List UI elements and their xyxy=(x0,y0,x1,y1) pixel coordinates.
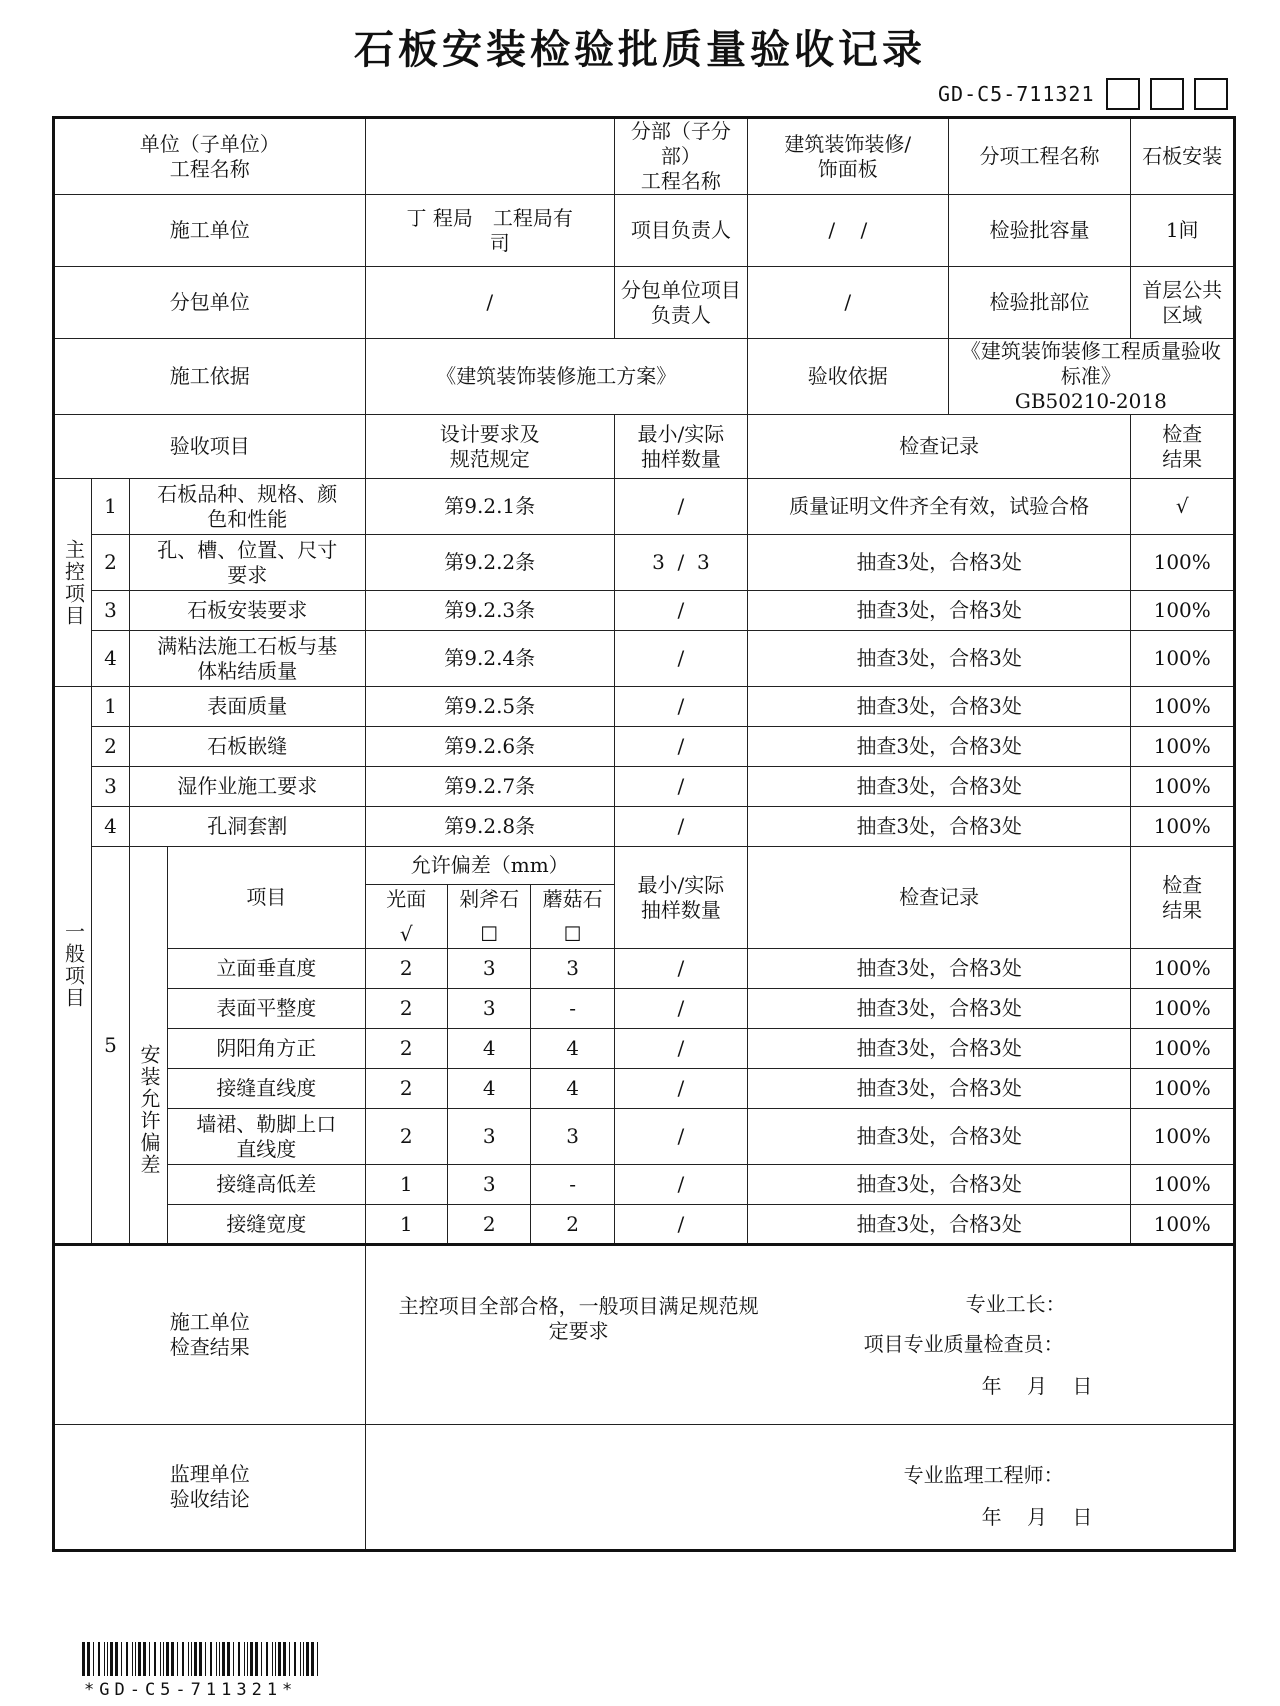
item-sample[interactable]: / xyxy=(614,687,747,727)
general-label: 一般项目 xyxy=(54,687,92,1245)
item-sample[interactable]: / xyxy=(614,989,747,1029)
item-name: 满粘法施工石板与基 体粘结质量 xyxy=(130,631,366,687)
barcode-bar xyxy=(244,1642,245,1676)
deviation-item-name: 接缝高低差 xyxy=(168,1165,366,1205)
item-no: 1 xyxy=(92,479,130,535)
item-name: 湿作业施工要求 xyxy=(130,767,366,807)
batch-location-label: 检验批部位 xyxy=(948,267,1131,339)
deviation-value: 2 xyxy=(365,1029,447,1069)
basis-label: 施工依据 xyxy=(54,339,366,415)
barcode-bar xyxy=(82,1642,85,1676)
item-no: 3 xyxy=(92,767,130,807)
item-result[interactable]: √ xyxy=(1131,479,1235,535)
deviation-value: 2 xyxy=(365,989,447,1029)
item-sample[interactable]: / xyxy=(614,631,747,687)
supervision-area[interactable] xyxy=(365,1425,1234,1551)
deviation-item-name: 接缝直线度 xyxy=(168,1069,366,1109)
barcode-bar xyxy=(160,1642,161,1676)
code-box-1[interactable] xyxy=(1106,78,1140,110)
barcode-bar xyxy=(154,1642,156,1676)
item-result[interactable]: 100% xyxy=(1131,1109,1235,1165)
item-record[interactable]: 抽查3处，合格3处 xyxy=(747,591,1130,631)
barcode-bar xyxy=(143,1642,146,1676)
table-row xyxy=(54,727,1235,767)
finish-type-label: 光面 xyxy=(386,886,427,911)
allowed-deviation-header: 允许偏差（mm） xyxy=(365,847,614,885)
item-sample[interactable]: / xyxy=(614,767,747,807)
barcode-bar xyxy=(110,1642,113,1676)
deviation-value: 3 xyxy=(531,1109,614,1165)
barcode-bar xyxy=(177,1642,178,1676)
barcode-bar xyxy=(98,1642,100,1676)
item-result[interactable]: 100% xyxy=(1131,989,1235,1029)
barcode-bar xyxy=(272,1642,273,1676)
foreman-label: 专业工长： xyxy=(965,1292,1066,1316)
finish-type-2 xyxy=(447,885,530,949)
item-result[interactable]: 100% xyxy=(1131,631,1235,687)
deviation-item-name: 阴阳角方正 xyxy=(168,1029,366,1069)
item-result[interactable]: 100% xyxy=(1131,1029,1235,1069)
barcode-bar xyxy=(163,1642,164,1676)
barcode-bar xyxy=(210,1642,212,1676)
batch-location-value[interactable]: 首层公共区域 xyxy=(1131,267,1235,339)
col-record-header: 检查记录 xyxy=(747,415,1130,479)
item-no: 1 xyxy=(92,687,130,727)
item-record[interactable]: 抽查3处，合格3处 xyxy=(747,687,1130,727)
barcode-bar xyxy=(115,1642,118,1676)
deviation-value: 4 xyxy=(447,1069,530,1109)
barcode-text: *GD-C5-711321* xyxy=(84,1680,298,1700)
sub-manager-label: 分包单位项目 负责人 xyxy=(614,267,747,339)
unit-name-value[interactable] xyxy=(365,118,614,195)
table-row xyxy=(54,1425,1235,1551)
basis-value[interactable]: 《建筑装饰装修施工方案》 xyxy=(365,339,747,415)
barcode-bar xyxy=(311,1642,314,1676)
deviation-item-header: 项目 xyxy=(168,847,366,949)
item-result[interactable]: 100% xyxy=(1131,767,1235,807)
construction-check-area[interactable] xyxy=(365,1245,1234,1425)
subcontractor-value[interactable]: / xyxy=(365,267,614,339)
code-box-3[interactable] xyxy=(1194,78,1228,110)
col-result-header: 检查 结果 xyxy=(1131,847,1235,949)
item-name: 孔洞套割 xyxy=(130,807,366,847)
item-requirement: 第9.2.7条 xyxy=(365,767,614,807)
table-row xyxy=(54,1245,1235,1425)
deviation-value: 4 xyxy=(531,1069,614,1109)
table-row xyxy=(54,591,1235,631)
subcontractor-label: 分包单位 xyxy=(54,267,366,339)
barcode-bar xyxy=(171,1642,174,1676)
barcode-icon xyxy=(82,1642,322,1676)
barcode-bar xyxy=(104,1642,105,1676)
item-record[interactable]: 质量证明文件齐全有效，试验合格 xyxy=(747,479,1130,535)
barcode-bar xyxy=(255,1642,258,1676)
item-name: 石板嵌缝 xyxy=(130,727,366,767)
table-row xyxy=(54,807,1235,847)
item-record[interactable]: 抽查3处，合格3处 xyxy=(747,989,1130,1029)
table-row xyxy=(54,1069,1235,1109)
item-record[interactable]: 抽查3处，合格3处 xyxy=(747,949,1130,989)
item-record[interactable]: 抽查3处，合格3处 xyxy=(747,1205,1130,1245)
quality-inspector-label: 项目专业质量检查员： xyxy=(863,1332,1064,1356)
table-row xyxy=(54,631,1235,687)
barcode-bar xyxy=(278,1642,281,1676)
construction-date[interactable]: 年 月 日 xyxy=(981,1374,1093,1398)
table-row xyxy=(54,989,1235,1029)
table-row xyxy=(54,1165,1235,1205)
item-no: 2 xyxy=(92,535,130,591)
barcode-bar xyxy=(300,1642,301,1676)
deviation-value: 3 xyxy=(531,949,614,989)
batch-capacity-label: 检验批容量 xyxy=(948,195,1131,267)
item-sample[interactable]: 3 / 3 xyxy=(614,535,747,591)
deviation-value: - xyxy=(531,989,614,1029)
item-result[interactable]: 100% xyxy=(1131,949,1235,989)
item-record[interactable]: 抽查3处，合格3处 xyxy=(747,727,1130,767)
deviation-value: 2 xyxy=(531,1205,614,1245)
supervising-engineer-label: 专业监理工程师： xyxy=(903,1463,1064,1487)
deviation-value: - xyxy=(531,1165,614,1205)
finish-type-checkbox[interactable]: ☐ xyxy=(480,921,499,946)
item-requirement: 第9.2.1条 xyxy=(365,479,614,535)
acceptance-basis-value[interactable]: 《建筑装饰装修工程质量验收标准》 GB50210-2018 xyxy=(948,339,1234,415)
item-sample[interactable]: / xyxy=(614,1109,747,1165)
barcode-bar xyxy=(266,1642,268,1676)
deviation-item-name: 墙裙、勒脚上口 直线度 xyxy=(168,1109,366,1165)
contractor-value[interactable]: 丁 程局 工程局有 司 xyxy=(365,195,614,267)
construction-conclusion[interactable]: 主控项目全部合格，一般项目满足规范规 定要求 xyxy=(398,1294,759,1343)
barcode-bar xyxy=(283,1642,286,1676)
barcode-bar xyxy=(317,1642,318,1676)
table-row xyxy=(54,767,1235,807)
col-result-header: 检查 结果 xyxy=(1131,415,1235,479)
deviation-value: 1 xyxy=(365,1165,447,1205)
col-req-header: 设计要求及 规范规定 xyxy=(365,415,614,479)
subitem-label: 分项工程名称 xyxy=(948,118,1131,195)
item-record[interactable]: 抽查3处，合格3处 xyxy=(747,1029,1130,1069)
deviation-value: 3 xyxy=(447,1165,530,1205)
page-title: 石板安装检验批质量验收记录 xyxy=(354,27,926,73)
item-record[interactable]: 抽查3处，合格3处 xyxy=(747,1069,1130,1109)
item-result[interactable]: 100% xyxy=(1131,1069,1235,1109)
item-no: 2 xyxy=(92,727,130,767)
item-result[interactable]: 100% xyxy=(1131,591,1235,631)
deviation-value: 3 xyxy=(447,989,530,1029)
table-row xyxy=(54,1205,1235,1245)
table-row xyxy=(54,479,1235,535)
barcode-bar xyxy=(222,1642,225,1676)
table-row xyxy=(54,687,1235,727)
item-no: 4 xyxy=(92,807,130,847)
deviation-value: 3 xyxy=(447,1109,530,1165)
deviation-value: 2 xyxy=(447,1205,530,1245)
item-sample[interactable]: / xyxy=(614,1165,747,1205)
item-record[interactable]: 抽查3处，合格3处 xyxy=(747,631,1130,687)
table-row xyxy=(54,847,1235,885)
table-row xyxy=(54,535,1235,591)
contractor-label: 施工单位 xyxy=(54,195,366,267)
barcode-bar xyxy=(126,1642,128,1676)
col-sample-header: 最小/实际 抽样数量 xyxy=(614,415,747,479)
finish-type-label: 剁斧石 xyxy=(459,886,520,911)
item-no: 4 xyxy=(92,631,130,687)
barcode-bar xyxy=(138,1642,141,1676)
col-item-header: 验收项目 xyxy=(54,415,366,479)
col-record-header: 检查记录 xyxy=(747,847,1130,949)
form-code: GD-C5-711321 xyxy=(938,82,1095,106)
barcode-bar xyxy=(250,1642,253,1676)
item-requirement: 第9.2.2条 xyxy=(365,535,614,591)
deviation-item-name: 接缝宽度 xyxy=(168,1205,366,1245)
barcode-bar xyxy=(191,1642,192,1676)
deviation-group-label: 安装允许偏差 xyxy=(130,847,168,1245)
code-box-2[interactable] xyxy=(1150,78,1184,110)
barcode-bar xyxy=(93,1642,94,1676)
item-requirement: 第9.2.5条 xyxy=(365,687,614,727)
acceptance-basis-label: 验收依据 xyxy=(747,339,948,415)
barcode-bar xyxy=(227,1642,230,1676)
barcode-bar xyxy=(238,1642,240,1676)
item-record[interactable]: 抽查3处，合格3处 xyxy=(747,1165,1130,1205)
item-record[interactable]: 抽查3处，合格3处 xyxy=(747,535,1130,591)
item-sample[interactable]: / xyxy=(614,1029,747,1069)
main-control-label: 主控项目 xyxy=(54,479,92,687)
barcode-bar xyxy=(132,1642,133,1676)
barcode-bar xyxy=(205,1642,206,1676)
barcode-bar xyxy=(121,1642,122,1676)
item-name: 表面质量 xyxy=(130,687,366,727)
item-sample[interactable]: / xyxy=(614,1205,747,1245)
deviation-value: 1 xyxy=(365,1205,447,1245)
finish-type-1 xyxy=(365,885,447,949)
item-sample[interactable]: / xyxy=(614,591,747,631)
finish-type-checkbox[interactable]: ☐ xyxy=(563,921,582,946)
project-manager-label: 项目负责人 xyxy=(614,195,747,267)
barcode-bar xyxy=(194,1642,197,1676)
deviation-value: 3 xyxy=(447,949,530,989)
item-record[interactable]: 抽查3处，合格3处 xyxy=(747,767,1130,807)
item-name: 孔、槽、位置、尺寸 要求 xyxy=(130,535,366,591)
deviation-value: 2 xyxy=(365,949,447,989)
unit-name-label: 单位（子单位） 工程名称 xyxy=(54,118,366,195)
barcode-bar xyxy=(199,1642,202,1676)
item-sample[interactable]: / xyxy=(614,727,747,767)
item-name: 石板品种、规格、颜 色和性能 xyxy=(130,479,366,535)
batch-capacity-value[interactable]: 1间 xyxy=(1131,195,1235,267)
barcode-bar xyxy=(188,1642,189,1676)
item-sample[interactable]: / xyxy=(614,807,747,847)
construction-check-label: 施工单位 检查结果 xyxy=(54,1245,366,1425)
item-requirement: 第9.2.3条 xyxy=(365,591,614,631)
barcode-bar xyxy=(87,1642,90,1676)
barcode-bar xyxy=(219,1642,220,1676)
item-result[interactable]: 100% xyxy=(1131,727,1235,767)
barcode-bar xyxy=(306,1642,309,1676)
item-record[interactable]: 抽查3处，合格3处 xyxy=(747,807,1130,847)
barcode-bar xyxy=(294,1642,296,1676)
item-result[interactable]: 100% xyxy=(1131,807,1235,847)
table-row xyxy=(54,1029,1235,1069)
item-result[interactable]: 100% xyxy=(1131,1205,1235,1245)
item-requirement: 第9.2.6条 xyxy=(365,727,614,767)
barcode-bar xyxy=(107,1642,108,1676)
item-result[interactable]: 100% xyxy=(1131,687,1235,727)
deviation-item-name: 立面垂直度 xyxy=(168,949,366,989)
item-result[interactable]: 100% xyxy=(1131,535,1235,591)
sub-manager-value[interactable]: / xyxy=(747,267,948,339)
division-label: 分部（子分部） 工程名称 xyxy=(614,118,747,195)
barcode-bar xyxy=(275,1642,276,1676)
barcode-bar xyxy=(289,1642,290,1676)
item-result[interactable]: 100% xyxy=(1131,1165,1235,1205)
finish-type-3 xyxy=(531,885,614,949)
supervision-label: 监理单位 验收结论 xyxy=(54,1425,366,1551)
division-value[interactable]: 建筑装饰装修/ 饰面板 xyxy=(747,118,948,195)
deviation-value: 2 xyxy=(365,1069,447,1109)
project-manager-value[interactable]: / / xyxy=(747,195,948,267)
barcode-bar xyxy=(216,1642,217,1676)
finish-type-checkbox[interactable]: √ xyxy=(399,921,413,946)
col-sample-header: 最小/实际 抽样数量 xyxy=(614,847,747,949)
deviation-item-name: 表面平整度 xyxy=(168,989,366,1029)
barcode-bar xyxy=(233,1642,234,1676)
finish-type-label: 蘑菇石 xyxy=(542,886,603,911)
barcode-bar xyxy=(135,1642,136,1676)
barcode-bar xyxy=(261,1642,262,1676)
subitem-value[interactable]: 石板安装 xyxy=(1131,118,1235,195)
item-record[interactable]: 抽查3处，合格3处 xyxy=(747,1109,1130,1165)
table-row xyxy=(54,1109,1235,1165)
deviation-value: 4 xyxy=(447,1029,530,1069)
item-requirement: 第9.2.4条 xyxy=(365,631,614,687)
barcode-bar xyxy=(247,1642,248,1676)
table-row xyxy=(54,949,1235,989)
barcode-bar xyxy=(303,1642,304,1676)
barcode-bar xyxy=(149,1642,150,1676)
deviation-no: 5 xyxy=(92,847,130,1245)
item-sample[interactable]: / xyxy=(614,479,747,535)
item-sample[interactable]: / xyxy=(614,949,747,989)
supervision-date[interactable]: 年 月 日 xyxy=(981,1505,1093,1529)
barcode-bar xyxy=(182,1642,184,1676)
item-name: 石板安装要求 xyxy=(130,591,366,631)
deviation-value: 2 xyxy=(365,1109,447,1165)
item-no: 3 xyxy=(92,591,130,631)
barcode-bar xyxy=(166,1642,169,1676)
deviation-value: 4 xyxy=(531,1029,614,1069)
item-requirement: 第9.2.8条 xyxy=(365,807,614,847)
item-sample[interactable]: / xyxy=(614,1069,747,1109)
record-table xyxy=(52,116,1236,1552)
